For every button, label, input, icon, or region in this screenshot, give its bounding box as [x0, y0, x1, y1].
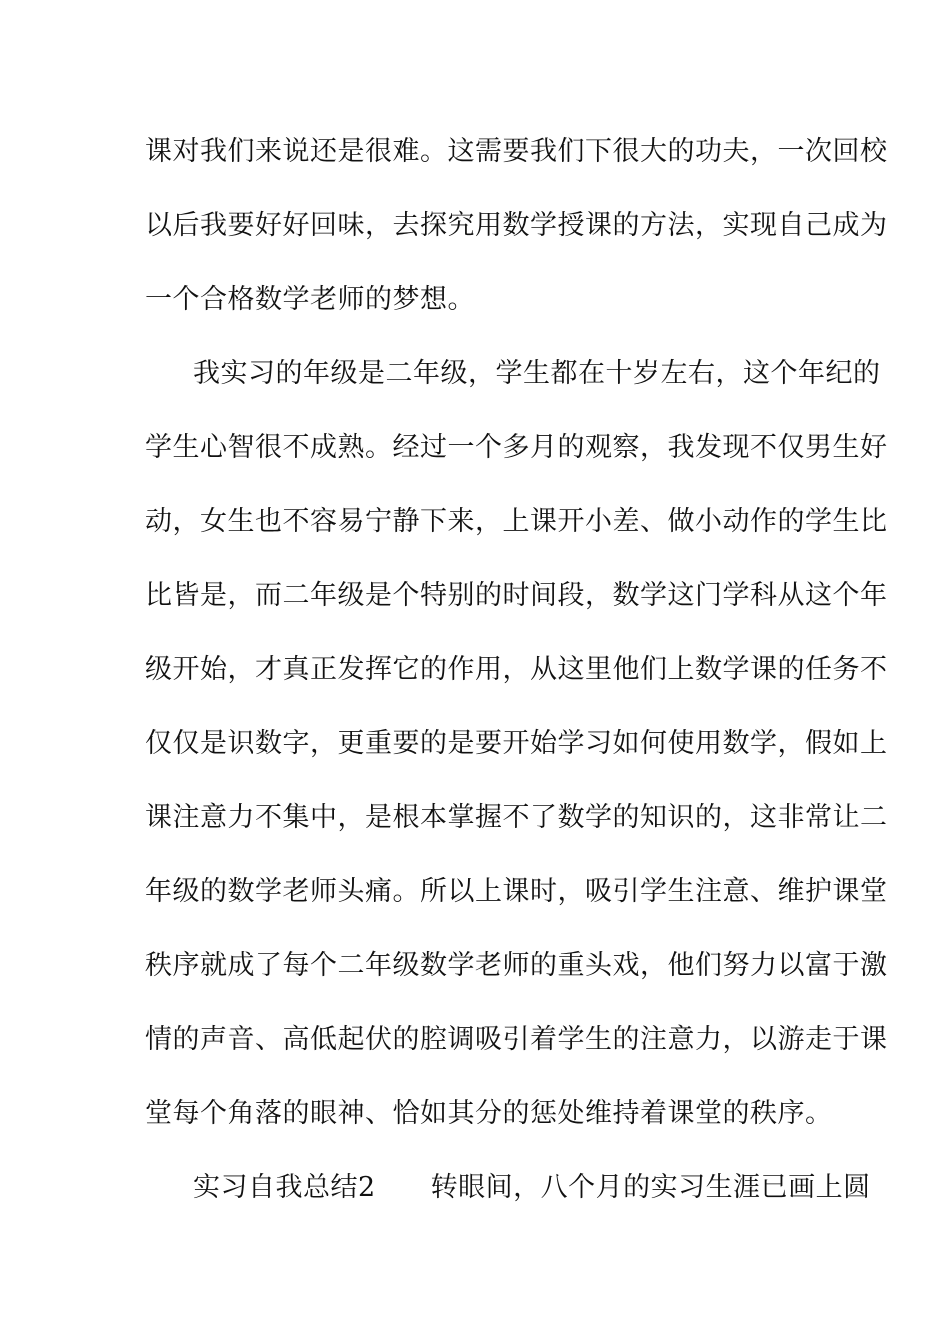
section-heading-line: 实习自我总结2 转眼间，八个月的实习生涯已画上圆: [193, 1172, 871, 1203]
text-line: 课对我们来说还是很难。这需要我们下很大的功夫，一次回校: [145, 136, 888, 167]
text-line: 堂每个角落的眼神、恰如其分的惩处维持着课堂的秩序。: [145, 1098, 833, 1129]
text-line: 一个合格数学老师的梦想。: [145, 284, 475, 315]
text-line: 以后我要好好回味，去探究用数学授课的方法，实现自己成为: [145, 210, 888, 241]
text-line: 动，女生也不容易宁静下来，上课开小差、做小动作的学生比: [145, 506, 888, 537]
text-line: 级开始，才真正发挥它的作用，从这里他们上数学课的任务不: [145, 654, 888, 685]
text-line: 学生心智很不成熟。经过一个多月的观察，我发现不仅男生好: [145, 432, 888, 463]
text-line: 秩序就成了每个二年级数学老师的重头戏，他们努力以富于激: [145, 950, 888, 981]
text-line: 情的声音、高低起伏的腔调吸引着学生的注意力，以游走于课: [145, 1024, 888, 1055]
text-line: 课注意力不集中，是根本掌握不了数学的知识的，这非常让二: [145, 802, 888, 833]
body-text: [145, 128, 888, 1238]
text-line: 仅仅是识数字，更重要的是要开始学习如何使用数学，假如上: [145, 728, 888, 759]
text-line: 年级的数学老师头痛。所以上课时，吸引学生注意、维护课堂: [145, 876, 888, 907]
paragraph-start-line: 我实习的年级是二年级，学生都在十岁左右，这个年纪的: [193, 358, 881, 389]
text-line: 比皆是，而二年级是个特别的时间段，数学这门学科从这个年: [145, 580, 888, 611]
